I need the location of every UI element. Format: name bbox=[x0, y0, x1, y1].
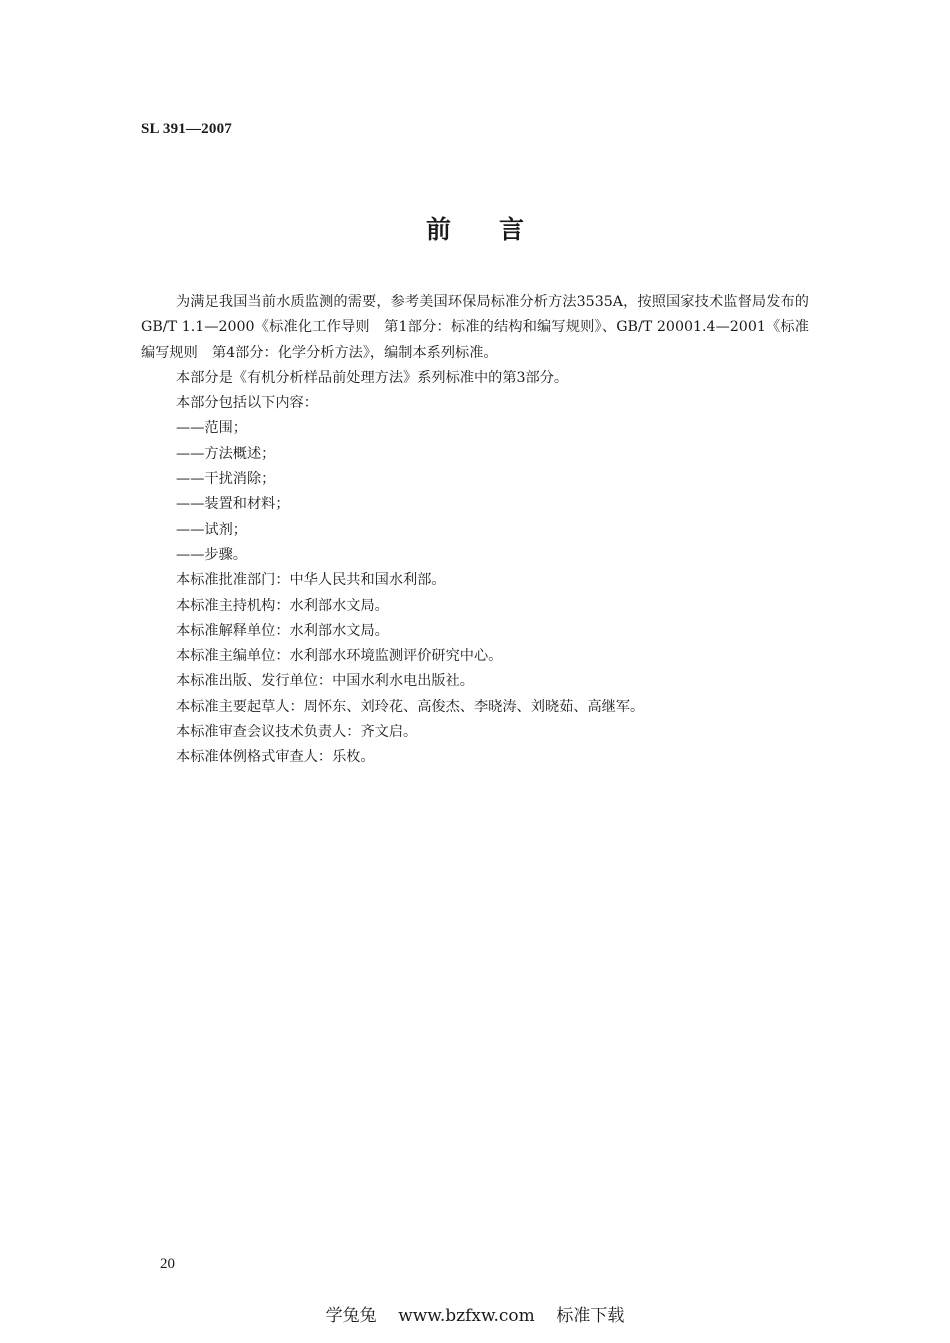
footer-watermark: 学兔兔 www.bzfxw.com 标准下载 bbox=[325, 1306, 625, 1326]
list-item: ——试剂； bbox=[176, 521, 247, 538]
document-body bbox=[141, 290, 809, 771]
list-item: ——范围； bbox=[176, 420, 247, 437]
list-item: ——干扰消除； bbox=[176, 471, 276, 488]
info-line: 本标准批准部门：中华人民共和国水利部。 bbox=[176, 572, 446, 589]
info-line: 本标准审查会议技术负责人：齐文启。 bbox=[176, 724, 418, 741]
standard-code: SL 391—2007 bbox=[141, 121, 232, 137]
info-line: 本标准主持机构：水利部水文局。 bbox=[176, 597, 389, 614]
info-line: 本标准主编单位：水利部水环境监测评价研究中心。 bbox=[176, 648, 503, 665]
page-title: 前言 bbox=[425, 215, 572, 244]
info-line: 本标准主要起草人：周怀东、刘玲花、高俊杰、李晓涛、刘晓茹、高继军。 bbox=[176, 698, 645, 715]
page-number: 20 bbox=[160, 1256, 175, 1272]
intro-paragraph: 为满足我国当前水质监测的需要，参考美国环保局标准分析方法3535A，按照国家技术监督局发布的GB/T 1.1—2000《标准化工作导则 第1部分：标准的结构和编写规则》、GB/T 20001.4—2001《标准编写规则 第4部分：化学分析方法》，编制本系列标准。 bbox=[141, 294, 809, 361]
part-paragraph: 本部分是《有机分析样品前处理方法》系列标准中的第3部分。 bbox=[176, 369, 569, 386]
info-line: 本标准解释单位：水利部水文局。 bbox=[176, 622, 389, 639]
info-line: 本标准体例格式审查人：乐枚。 bbox=[176, 749, 375, 766]
list-item: ——装置和材料； bbox=[176, 496, 290, 513]
list-item: ——步骤。 bbox=[176, 546, 247, 563]
list-item: ——方法概述； bbox=[176, 445, 276, 462]
info-line: 本标准出版、发行单位：中国水利水电出版社。 bbox=[176, 673, 474, 690]
contents-intro: 本部分包括以下内容： bbox=[176, 395, 318, 412]
